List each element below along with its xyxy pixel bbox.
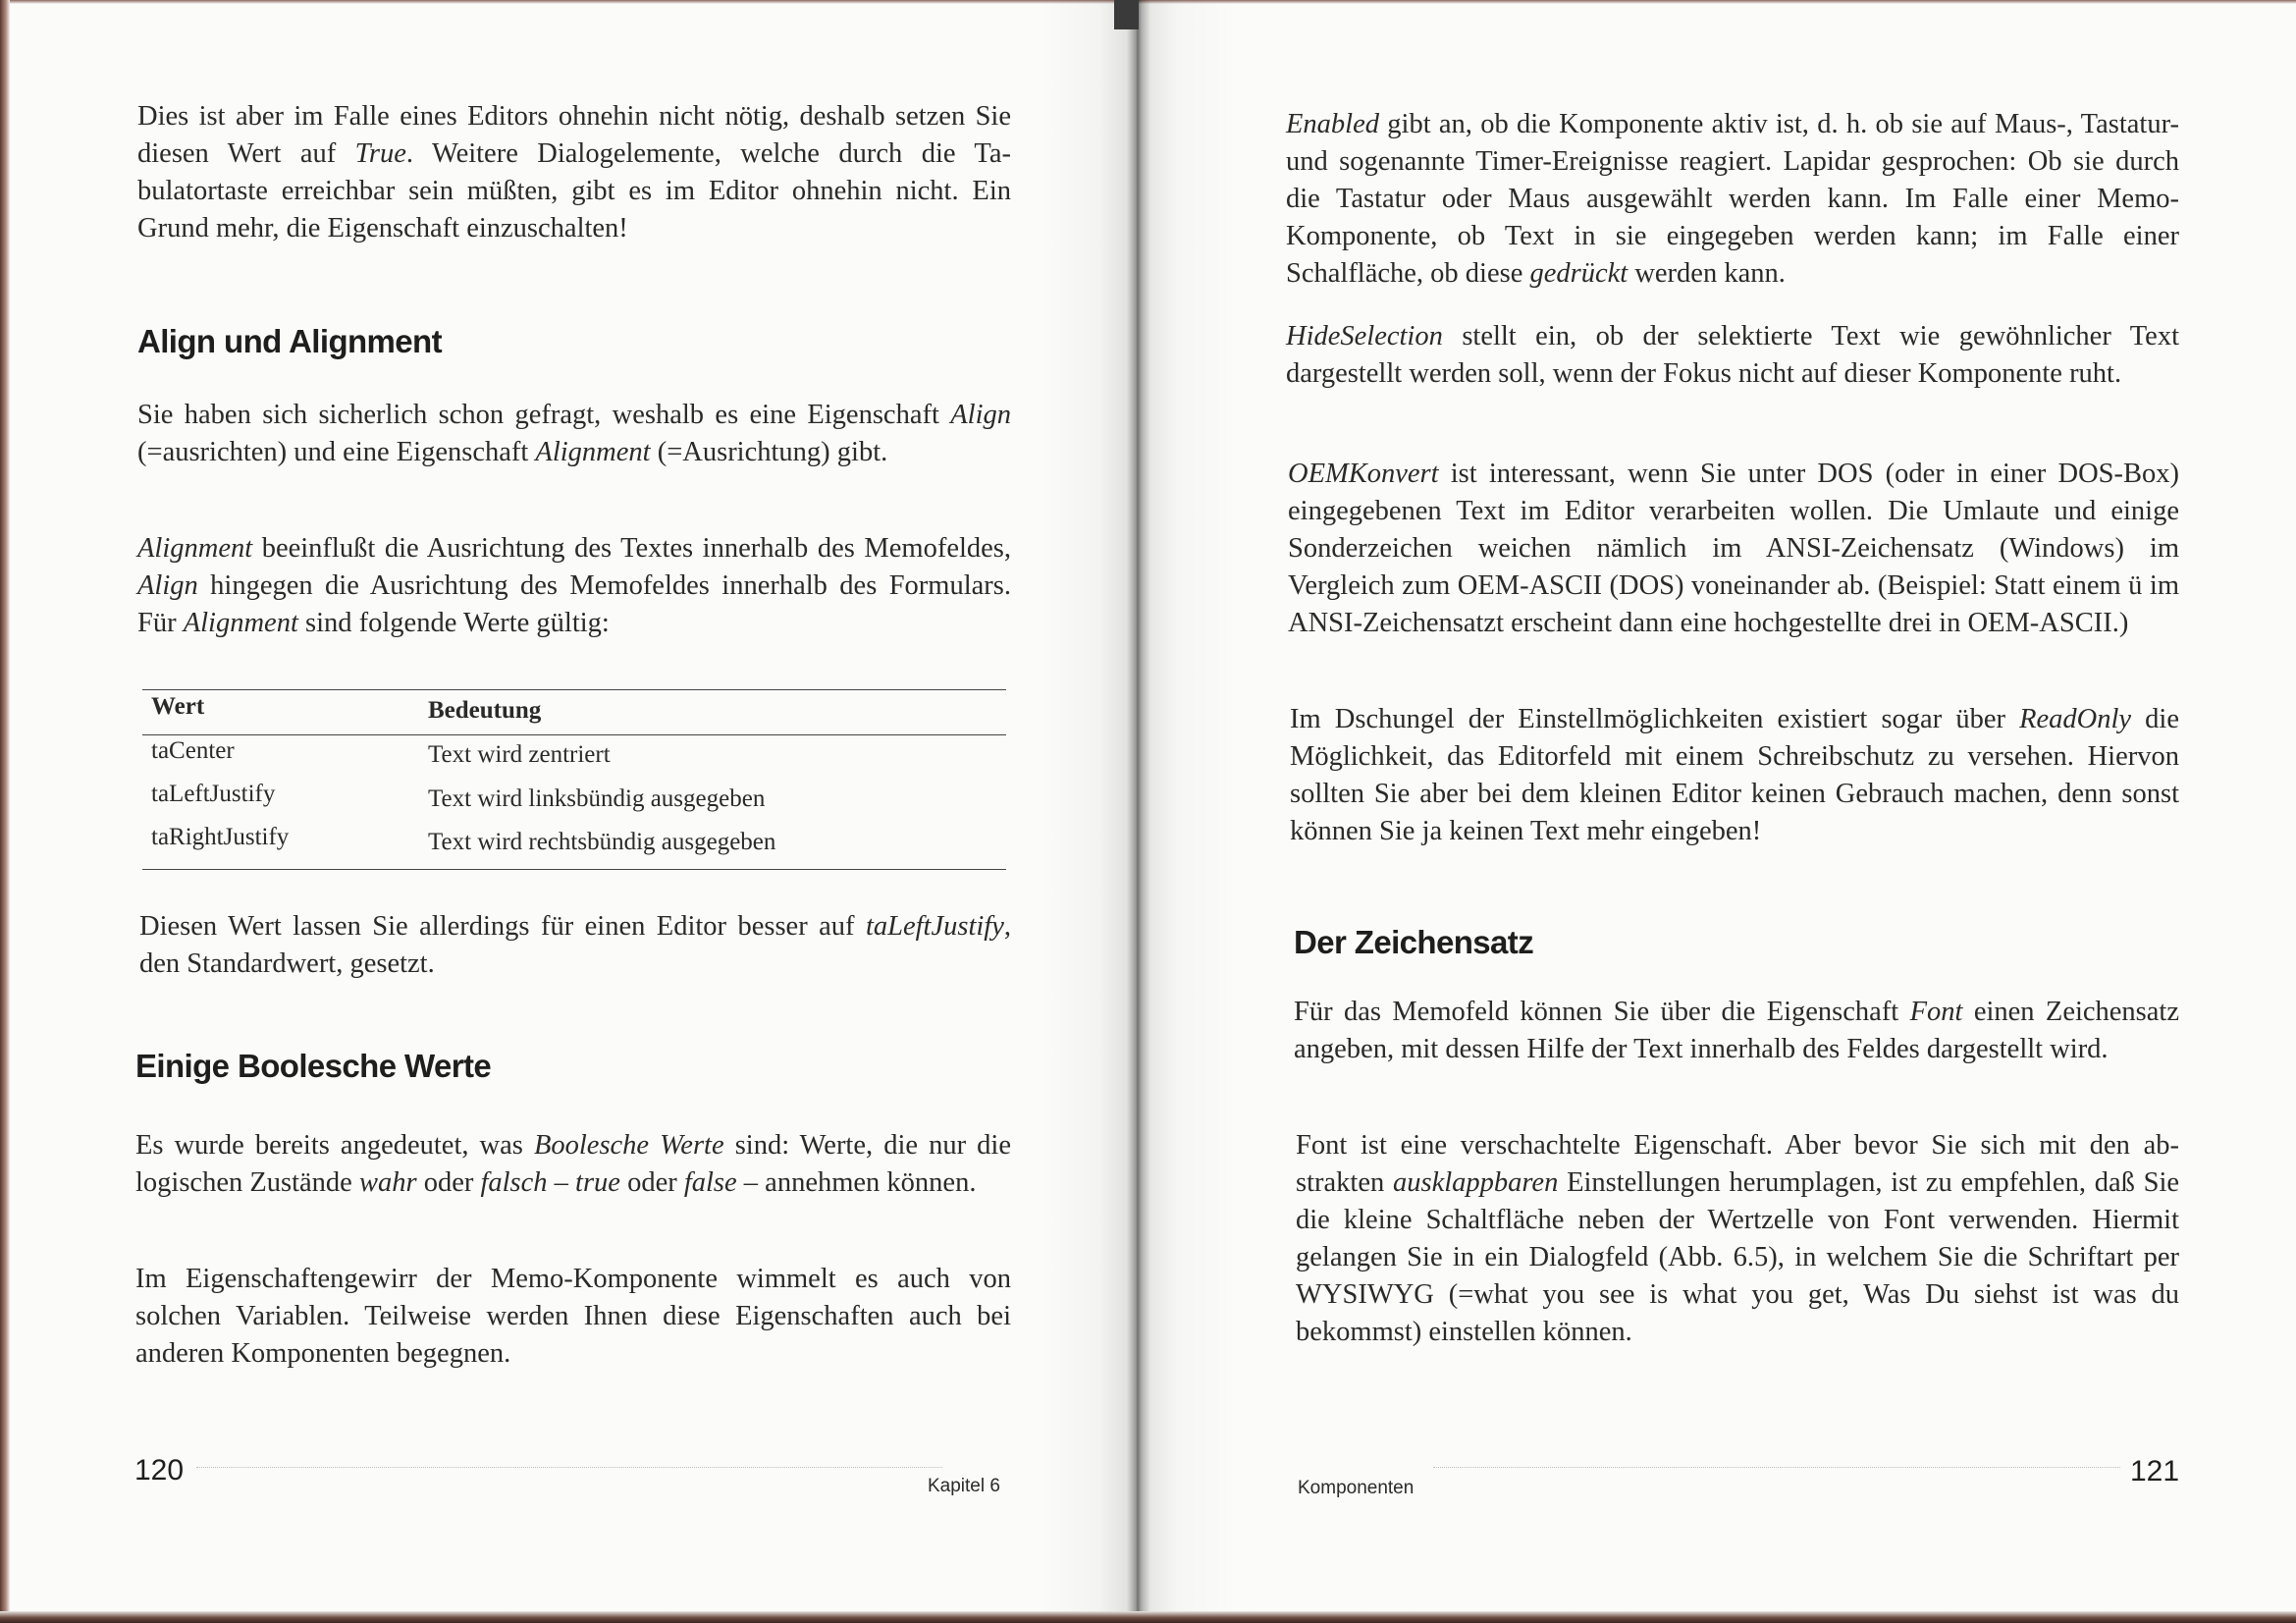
text-run: (=ausrichten) und eine Eigenschaft: [137, 437, 536, 467]
text-run: Diesen Wert lassen Sie allerdings für einen Editor besser auf: [139, 911, 866, 942]
scan-edge-left: [0, 0, 10, 1623]
italic-term: Enabled: [1286, 109, 1379, 139]
text-run: Im Eigenschaftengewirr der Memo-Komponente wimmelt es auch von solchen Variablen. Teilweise werden Ihnen diese Eigenschaften auch bei anderen Komponenten begegnen.: [135, 1264, 1011, 1369]
page-number-left: 120: [134, 1454, 185, 1487]
table-header-bedeutung: Bedeutung: [428, 697, 542, 724]
text-run: Einstellungen herumplagen, ist zu empfehlen, daß Sie die kleine Schaltfläche neben der Wertzelle von Font verwenden. Hiermit gelangen Sie in ein Dialogfeld (Abb. 6.5), in welchem Sie die Schriftart per WYSIWYG (=what you see is what you get, Was Du siehst ist was du bekommst) einstellen können.: [1296, 1167, 2180, 1347]
text-run: einen Zeichensatz angeben, mit dessen Hilfe der Text innerhalb des Feldes dargestellt wird.: [1294, 997, 2179, 1064]
table-top-rule: [142, 689, 1006, 690]
scan-edge-bottom: [0, 1611, 2296, 1623]
table-cell: taLeftJustify: [151, 781, 276, 807]
table-bottom-rule: [142, 869, 1006, 870]
text-run: gibt an, ob die Komponente aktiv ist, d. h. ob sie auf Maus-, Tastatur- und sogenannte Timer-Ereignisse reagiert. Lapidar gesprochen: Ob sie durch die Tastatur oder Maus ausgewählt werden kann. Im Falle einer Memo-Komponente, ob Text in sie eingegeben werden kann; im Falle einer Schalfläche, ob diese: [1286, 109, 2179, 289]
hideselection-paragraph: [1286, 318, 2179, 393]
text-run: Dies ist aber im Falle eines Editors ohnehin nicht nötig, deshalb setzen Sie diesen Wert auf: [137, 101, 1011, 169]
italic-term: taLeftJustify: [865, 911, 1004, 942]
text-run: Für das Memofeld können Sie über die Eigenschaft: [1294, 997, 1910, 1027]
italic-term: Alignment: [137, 533, 253, 564]
table-cell: Text wird rechtsbündig ausgegeben: [428, 829, 776, 855]
readonly-paragraph: [1290, 701, 2179, 850]
text-run: Sie haben sich sicherlich schon gefragt, weshalb es eine Eigenschaft: [137, 400, 951, 430]
italic-term: OEMKonvert: [1288, 459, 1439, 489]
italic-term: Align: [950, 400, 1011, 430]
table-header-wert: Wert: [151, 693, 205, 720]
italic-term: ausklappbaren: [1392, 1167, 1559, 1198]
section-heading-align: Align und Alignment: [137, 323, 442, 359]
text-run: –: [547, 1167, 576, 1198]
italic-term: wahr: [358, 1167, 417, 1198]
boolean-paragraph-1: [135, 1127, 1011, 1202]
text-run: Font ist eine verschachtelte Eigenschaft. Aber bevor Sie sich mit den abstrakten: [1296, 1130, 2179, 1198]
italic-term: gedrückt: [1529, 258, 1629, 289]
text-run: werden kann.: [1628, 258, 1786, 289]
boolean-paragraph-2: [135, 1261, 1011, 1373]
footer-rule-right: [1433, 1467, 2120, 1468]
text-run: oder: [619, 1167, 684, 1198]
table-cell: taCenter: [151, 737, 235, 764]
book-gutter: [1041, 0, 1237, 1623]
running-head-right: Komponenten: [1298, 1478, 1415, 1498]
text-run: (=Ausrichtung) gibt.: [650, 437, 888, 467]
section-heading-zeichensatz: Der Zeichensatz: [1294, 924, 1534, 960]
footer-rule-left: [196, 1467, 942, 1468]
running-head-left: Kapitel 6: [928, 1476, 1000, 1496]
intro-paragraph: [137, 98, 1011, 247]
italic-term: HideSelection: [1286, 321, 1443, 352]
italic-term: true: [575, 1167, 620, 1198]
gutter-shadow: [1114, 0, 1139, 29]
italic-term: false: [683, 1167, 737, 1198]
table-header-rule: [142, 734, 1006, 735]
text-run: , den Standardwert, gesetzt.: [139, 911, 1011, 979]
italic-term: Alignment: [535, 437, 651, 467]
italic-term: Font: [1909, 997, 1963, 1027]
table-cell: Text wird zentriert: [428, 741, 611, 768]
text-run: die Möglichkeit, das Editorfeld mit einem Schreibschutz zu versehen. Hiervon sollten Sie aber bei dem kleinen Editor keinen Gebrauch machen, denn sonst können Sie ja keinen Text mehr eingeben!: [1290, 704, 2179, 846]
italic-term: Alignment: [183, 608, 298, 638]
text-run: oder: [416, 1167, 481, 1198]
text-run: – annehmen können.: [736, 1167, 977, 1198]
oemkonvert-paragraph: [1288, 456, 2179, 642]
font-paragraph-1: [1294, 994, 2179, 1068]
italic-term: Align: [137, 570, 198, 601]
text-run: stellt ein, ob der selektierte Text wie gewöhnlicher Text dargestellt werden soll, wenn der Fokus nicht auf dieser Komponente ruht.: [1286, 321, 2179, 389]
font-paragraph-2: [1296, 1127, 2179, 1351]
italic-term: Boolesche Werte: [533, 1130, 724, 1161]
after-table-paragraph: [139, 908, 1011, 983]
text-run: sind: Werte, die nur die logischen Zustände: [135, 1130, 1011, 1198]
text-run: Im Dschungel der Einstellmöglichkeiten existiert sogar über: [1290, 704, 2020, 734]
section-heading-boolean: Einige Boolesche Werte: [135, 1048, 492, 1084]
table-cell: taRightJustify: [151, 824, 290, 850]
text-run: ist interessant, wenn Sie unter DOS (oder in einer DOS-Box) eingegebenen Text im Editor verarbeiten wollen. Die Umlaute und einige Sonderzeichen weichen nämlich im ANSI-Zeichensatz (Windows) im Vergleich zum OEM-ASCII (DOS) voneinander ab. (Beispiel: Statt einem ü im ANSI-Zeichensatzt erscheint dann eine hochgestellte drei in OEM-ASCII.): [1288, 459, 2179, 638]
text-run: beeinflußt die Ausrichtung des Textes innerhalb des Memofeldes,: [252, 533, 1011, 564]
italic-term: ReadOnly: [2019, 704, 2132, 734]
text-run: Es wurde bereits angedeutet, was: [135, 1130, 534, 1161]
align-paragraph-1: [137, 397, 1011, 471]
table-cell: Text wird linksbündig ausgegeben: [428, 785, 766, 812]
text-run: . Weitere Dialogelemente, welche durch die Tabulatortaste erreichbar sein müßten, gibt es im Editor ohnehin nicht. Ein Grund mehr, die Eigenschaft einzuschalten!: [137, 138, 1011, 243]
text-run: sind folgende Werte gültig:: [297, 608, 610, 638]
page-number-right: 121: [2130, 1455, 2180, 1488]
enabled-paragraph: [1286, 106, 2179, 293]
italic-term: True: [354, 138, 406, 169]
text-run: hingegen die Ausrichtung des Memofeldes innerhalb des Formulars. Für: [137, 570, 1011, 638]
align-paragraph-2: [137, 530, 1011, 642]
italic-term: falsch: [480, 1167, 548, 1198]
